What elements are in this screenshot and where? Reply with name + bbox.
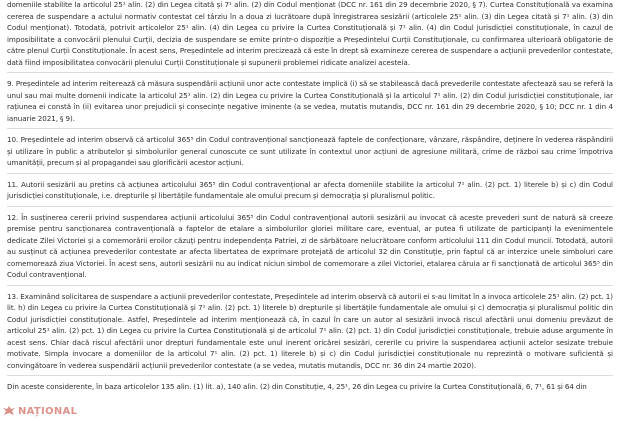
watermark-logo [2,405,77,417]
paragraph-13 [7,291,613,372]
divider [7,375,613,376]
divider [7,128,613,129]
paragraph-text: 12. În susținerea cererii privind suspendarea acțiunii articolului 365⁵ din Codul contravențional autorii sesizării au invocat că aceste prevederi sunt de natură să creeze premise pentru sancționarea contravențională a faptelor de etalare a simbolurilor gloriei militare care, eventual, ar putea fi utilizate de participanți la evenimentele dedicate Zilei Victoriei și a comemorării eroilor căzuți pentru independența Patriei, zi de sărbătoare nelucrătoare conform articolului 111 din Codul muncii. Totodată, autorii au susținut că acțiunea prevederilor contestate ar afecta libertatea de exprimare protejată de articolul 32 din Constituție, prin faptul că ar interzice unele simboluri care comemorează ziua Victoriei. În acest sens, autorii sesizării nu au indicat niciun simbol de comemorare a zilei Victoriei, etalarea căruia ar fi sancționată de articolul 365⁵ din Codul contravențional. [7,212,613,279]
paragraph-text: 13. Examinând solicitarea de suspendare a acțiunii prevederilor contestate, Președintele ad interim observă că autorii ei s-au limitat în a invoca articolele 25¹ alin. (2) pct. 1) lit. h) din Legea cu privire la Curtea Constituțională și 7¹ alin. (2) pct. 1) literele b) drepturile și libertățile fundamentale ale omului și c) democrația și pluralismul politic din Codul jurisdicției constituționale. Astfel, Președintele ad interim menționează că, în cazul în care un autor al sesizării invocă riscul afectării unui domeniu prevăzut de articolul 25¹ alin. (2) pct. 1) din Legea cu privire la Curtea Constituțională și de articolul 7¹ alin. (2) pct. 1) din Codul jurisdicției constituționale, trebuie aduse argumente în acest sens. Chiar dacă riscul afectării unor drepturi fundamentale este unul inerent oricărei sesizări, cererile cu privire la suspendarea acțiunii actelor sesizate trebuie motivate. Simpla invocare a domeniilor de la articolul 7¹ alin. (2) pct. 1) literele b) și c) din Codul jurisdicției constituționale nu reprezintă o motivare suficientă și convingătoare în vederea suspendării acțiunii prevederilor contestate (a se vedea, mutatis mutandis, DCC nr. 36 din 24 martie 2020). [7,291,614,370]
eagle-logo-icon [2,405,16,417]
paragraph-text: Din aceste considerente, în baza articolelor 135 alin. (1) lit. a), 140 alin. (2) din Constituție, 4, 25¹, 26 din Legea cu privire la Curtea Constituțională, 6, 7¹, 61 și 64 din [7,382,587,391]
divider [7,285,613,286]
watermark-text: NAȚIONAL [18,405,78,417]
divider [7,72,613,73]
paragraph-10 [7,134,613,169]
paragraph-9 [7,78,613,124]
paragraph-text: 9. Președintele ad interim reiterează că măsura suspendării acțiunii unor acte contestate implică (i) să se stabilească dacă prevederile contestate afectează sau se referă la unul sau mai multe domenii indicate la articolul 25¹ alin. (2) din Legea cu privire la Curtea Constituțională și la articolul 7¹ alin. (2) din Codul jurisdicției constituționale, iar rațiunea ei constă în (ii) evitarea unor prejudicii și consecințe negative iminente (a se vedea, mutatis mutandis, DCC nr. 161 din 29 decembrie 2020, § 10; DCC nr. 1 din 4 ianuarie 2021, § 9). [7,79,613,123]
divider [7,206,613,207]
paragraph-text: 10. Președintele ad interim observă că articolul 365⁵ din Codul contravențional sancționează faptele de confecționare, vânzare, răspândire, deținere în vederea răspândirii și utilizare în public a atributelor și simbolurilor general cunoscute ce sunt utilizate în contextul unor acțiuni de agresiune militară, crime de război sau crime împotriva umanității, precum și al propagandei sau glorificării acestor acțiuni. [7,135,613,167]
paragraph-11 [7,179,613,202]
paragraph-text: domeniile stabilite la articolul 25¹ alin. (2) din Legea citată și 7¹ alin. (2) din Codul menționat (DCC nr. 161 din 29 decembrie 2020, § 7). Curtea Constituțională va examina cererea de suspendare a actului normativ contestat cel târziu în a doua zi lucrătoare după înregistrarea sesizării (articolele 25¹ alin. (3) din Legea citată și 7¹ alin. (3) din Codul menționat). Totodată, potrivit articolelor 25¹ alin. (4) din Legea cu privire la Curtea Constituțională și 7¹ alin. (4) din Codul jurisdicției constituționale, în cazul de imposibilitate a convocării plenului Curții, decizia de suspendare se emite printr-o dispoziție a Președintelui Curții Constituționale, cu confirmarea ulterioară obligatorie de către plenul Curții Constituționale. În acest sens, Președintele ad interim precizează că este în drept să examineze cererea de suspendare a acțiunii prevederilor contestate, dată fiind imposibilitatea convocării plenului Curții Constituționale și supunerii problemei ridicate analizei acesteia. [7,0,613,67]
paragraph-intro [7,0,613,68]
divider [7,173,613,174]
paragraph-text: 11. Autorii sesizării au pretins că acțiunea articolului 365⁵ din Codul contravențional ar afecta domeniile stabilite la articolul 7¹ alin. (2) pct. 1) literele b) și c) din Codul jurisdicției constituționale, i.e. drepturile și libertățile fundamentale ale omului precum și democrația și pluralismul politic. [7,179,613,200]
paragraph-final [7,381,613,393]
paragraph-12 [7,212,613,281]
